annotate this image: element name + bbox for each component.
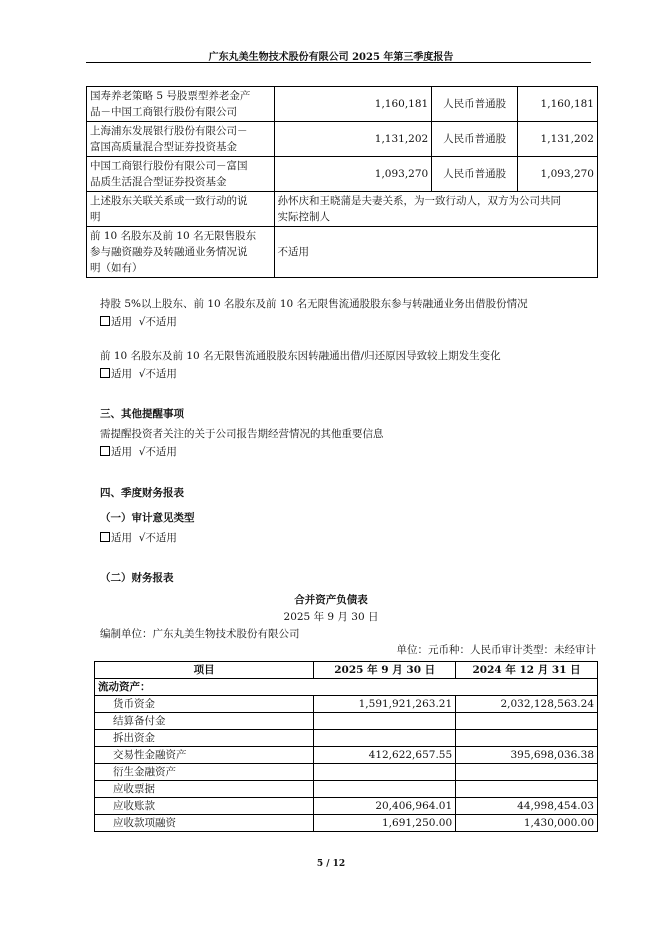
option-applicable: 适用 (111, 446, 132, 458)
section-label: 流动资产： (95, 679, 598, 696)
option-not-applicable: √不适用 (138, 316, 177, 328)
option-row (100, 444, 177, 460)
header-rule (86, 62, 591, 63)
share-type: 人民币普通股 (432, 87, 518, 122)
share-type: 人民币普通股 (432, 122, 518, 157)
table-row (87, 192, 598, 227)
col-header-prior: 2024 年 12 月 31 日 (456, 662, 598, 679)
row-current (314, 730, 456, 747)
balance-compiler: 编制单位：广东丸美生物技术股份有限公司 (100, 628, 300, 640)
row-item: 应收款项融资 (95, 815, 314, 832)
margin-note-value: 不适用 (274, 227, 597, 278)
row-prior: 1,430,000.00 (456, 815, 598, 832)
table-row (95, 679, 598, 696)
row-item: 应收账款 (95, 798, 314, 815)
table-row (95, 815, 598, 832)
row-prior: 2,032,128,563.24 (456, 696, 598, 713)
shareholder-table (86, 86, 598, 278)
table-row (95, 713, 598, 730)
table-row (95, 781, 598, 798)
row-item: 拆出资金 (95, 730, 314, 747)
shareholder-name: 中国工商银行股份有限公司－富国 品质生活混合型证券投资基金 (87, 157, 275, 192)
row-item: 交易性金融资产 (95, 747, 314, 764)
page-header: 广东丸美生物技术股份有限公司 2025 年第三季度报告 (208, 52, 454, 63)
table-row (87, 157, 598, 192)
row-current (314, 764, 456, 781)
checkbox-empty-icon (100, 446, 110, 456)
balance-table (94, 661, 598, 832)
row-prior: 44,998,454.03 (456, 798, 598, 815)
row-item: 衍生金融资产 (95, 764, 314, 781)
row-current: 1,691,250.00 (314, 815, 456, 832)
col-header-item: 项目 (95, 662, 314, 679)
option-not-applicable: √不适用 (138, 446, 177, 458)
table-row (87, 87, 598, 122)
shareholder-name: 上海浦东发展银行股份有限公司－ 富国高质量混合型证券投资基金 (87, 122, 275, 157)
table-row (95, 798, 598, 815)
section-text: 需提醒投资者关注的关于公司报告期经营情况的其他重要信息 (100, 428, 384, 440)
table-row (95, 730, 598, 747)
row-current: 20,406,964.01 (314, 798, 456, 815)
shareholder-name: 国寿养老策略 5 号股票型养老金产 品－中国工商银行股份有限公司 (87, 87, 275, 122)
option-row (100, 366, 177, 382)
balance-title: 合并资产负债表 (294, 594, 368, 606)
section-title: 三、其他提醒事项 (100, 408, 184, 420)
balance-unit: 单位：元币种：人民币审计类型：未经审计 (396, 644, 596, 656)
share-qty: 1,131,202 (274, 122, 432, 157)
option-row (100, 530, 177, 546)
option-row (100, 314, 177, 330)
section-title: 四、季度财务报表 (100, 487, 184, 499)
share-type: 人民币普通股 (432, 157, 518, 192)
row-current: 412,622,657.55 (314, 747, 456, 764)
margin-note-label: 前 10 名股东及前 10 名无限售股东 参与融资融券及转融通业务情况说 明（如有） (87, 227, 275, 278)
option-applicable: 适用 (111, 368, 132, 380)
page-number: 5 / 12 (316, 859, 346, 869)
row-prior: 395,698,036.38 (456, 747, 598, 764)
subsection-title: （二）财务报表 (100, 572, 174, 584)
option-applicable: 适用 (111, 316, 132, 328)
row-prior (456, 713, 598, 730)
row-prior (456, 781, 598, 798)
related-note-value: 孙怀庆和王晓蒲是夫妻关系，为一致行动人，双方为公司共同 实际控制人 (274, 192, 597, 227)
checkbox-empty-icon (100, 316, 110, 326)
balance-date: 2025 年 9 月 30 日 (283, 611, 379, 623)
col-header-current: 2025 年 9 月 30 日 (314, 662, 456, 679)
row-item: 结算备付金 (95, 713, 314, 730)
table-header-row (95, 662, 598, 679)
row-prior (456, 730, 598, 747)
table-row (87, 122, 598, 157)
share-qty-2: 1,131,202 (518, 122, 598, 157)
table-row (95, 696, 598, 713)
lending-note: 持股 5%以上股东、前 10 名股东及前 10 名无限售流通股股东参与转融通业务出借股份情况 (100, 298, 528, 310)
checkbox-empty-icon (100, 368, 110, 378)
option-not-applicable: √不适用 (138, 368, 177, 380)
row-current (314, 781, 456, 798)
change-note: 前 10 名股东及前 10 名无限售流通股股东因转融通出借/归还原因导致较上期发生变化 (100, 350, 501, 362)
checkbox-empty-icon (100, 532, 110, 542)
row-item: 应收票据 (95, 781, 314, 798)
share-qty-2: 1,160,181 (518, 87, 598, 122)
table-row (95, 747, 598, 764)
table-row (95, 764, 598, 781)
related-note-label: 上述股东关联关系或一致行动的说 明 (87, 192, 275, 227)
option-applicable: 适用 (111, 532, 132, 544)
row-current: 1,591,921,263.21 (314, 696, 456, 713)
share-qty: 1,160,181 (274, 87, 432, 122)
row-item: 货币资金 (95, 696, 314, 713)
option-not-applicable: √不适用 (138, 532, 177, 544)
row-prior (456, 764, 598, 781)
share-qty: 1,093,270 (274, 157, 432, 192)
subsection-title: （一）审计意见类型 (100, 512, 195, 524)
table-row (87, 227, 598, 278)
row-current (314, 713, 456, 730)
share-qty-2: 1,093,270 (518, 157, 598, 192)
